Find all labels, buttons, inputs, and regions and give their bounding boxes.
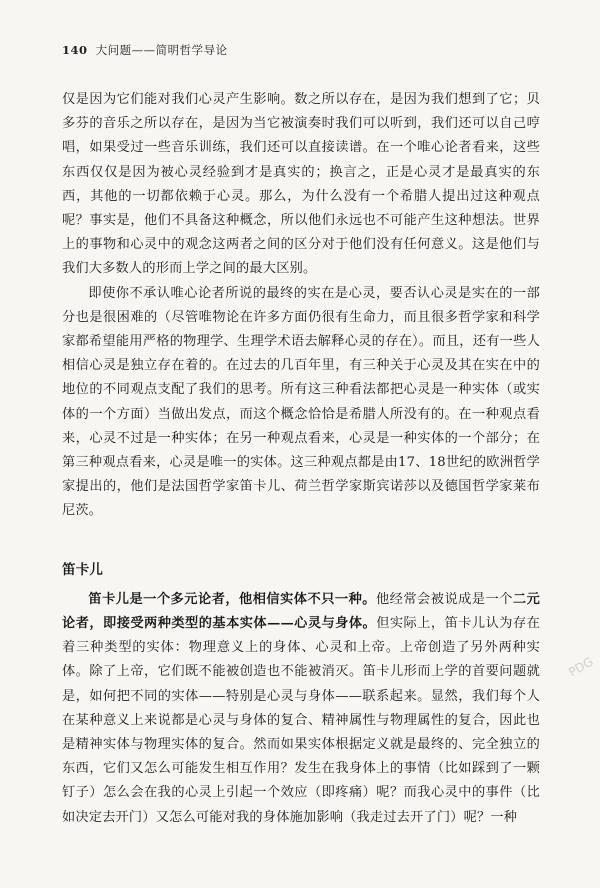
bold-phrase-2: 二元论者，即接受两种类型的基本实体——心灵与身体。 <box>62 591 541 632</box>
page-number: 140 <box>62 43 88 57</box>
text-run-2: 但实际上，笛卡儿认为存在着三种类型的实体：物理意义上的身体、心灵和上帝。上帝创造了另外两种实体。除了上帝，它们既不能被创造也不能被消灭。笛卡儿形而上学的首要问题就是，如何把不同的实体——特别是心灵与身体——联系起来。显然，我们每个人在某种意义上来说都是心灵与身体的复合、精神属性与物理属性的复合，因此也是精神实体与物理实体的复合。然而如果实体根据定义就是最终的、完全独立的东西，它们又怎么可能发生相互作用？发生在我身体上的事情（比如踩到了一颗钉子）怎么会在我的心灵上引起一个效应（即疼痛）呢？而我心灵中的事件（比如决定去开门）又怎么可能对我的身体施加影响（我走过去开了门）呢？一种 <box>62 616 540 825</box>
section-title: 笛卡儿 <box>62 561 104 578</box>
watermark: PDG <box>566 654 596 680</box>
paragraph-2: 即使你不承认唯心论者所说的最终的实在是心灵，要否认心灵是实在的一部分也是很困难的（尽管唯物论在许多方面仍很有生命力，而且很多哲学家和科学家都希望能用严格的物理学、生理学术语去解释心灵的存在）。而且，还有一些人相信心灵是独立存在着的。在过去的几百年里，有三种关于心灵及其在实在中的地位的不同观点支配了我们的思考。所有这三种看法都把心灵是一种实体（或实体的一个方面）当做出发点，而这个概念恰恰是希腊人所没有的。在一种观点看来，心灵不过是一种实体；在另一种观点看来，心灵是一种实体的一个部分；在第三种观点看来，心灵是唯一的实体。这三种观点都是由17、18世纪的欧洲哲学家提出的，他们是法国哲学家笛卡儿、荷兰哲学家斯宾诺莎以及德国哲学家莱布尼茨。 <box>62 285 540 519</box>
bold-phrase-1: 笛卡儿是一个多元论者，他相信实体不只一种。 <box>88 591 376 607</box>
body-text <box>62 88 540 830</box>
running-header <box>62 42 228 58</box>
paragraph-3 <box>62 588 540 830</box>
text-run-1: 他经常会被说成是一个 <box>375 591 513 607</box>
running-title: 大问题——简明哲学导论 <box>95 43 228 57</box>
paragraph-1: 仅是因为它们能对我们心灵产生影响。数之所以存在，是因为我们想到了它；贝多芬的音乐之所以存在，是因为当它被演奏时我们可以听到，我们还可以自己哼唱，如果受过一些音乐训练，我们还可以直接读谱。在一个唯心论者看来，这些东西仅仅是因为被心灵经验到才是真实的；换言之，正是心灵才是最真实的东西，其他的一切都依赖于心灵。那么，为什么没有一个希腊人提出过这种观点呢？事实是，他们不具备这种概念，所以他们永远也不可能产生这种想法。世界上的事物和心灵中的观念这两者之间的区分对于他们没有任何意义。这是他们与我们大多数人的形而上学之间的最大区别。 <box>62 92 540 277</box>
